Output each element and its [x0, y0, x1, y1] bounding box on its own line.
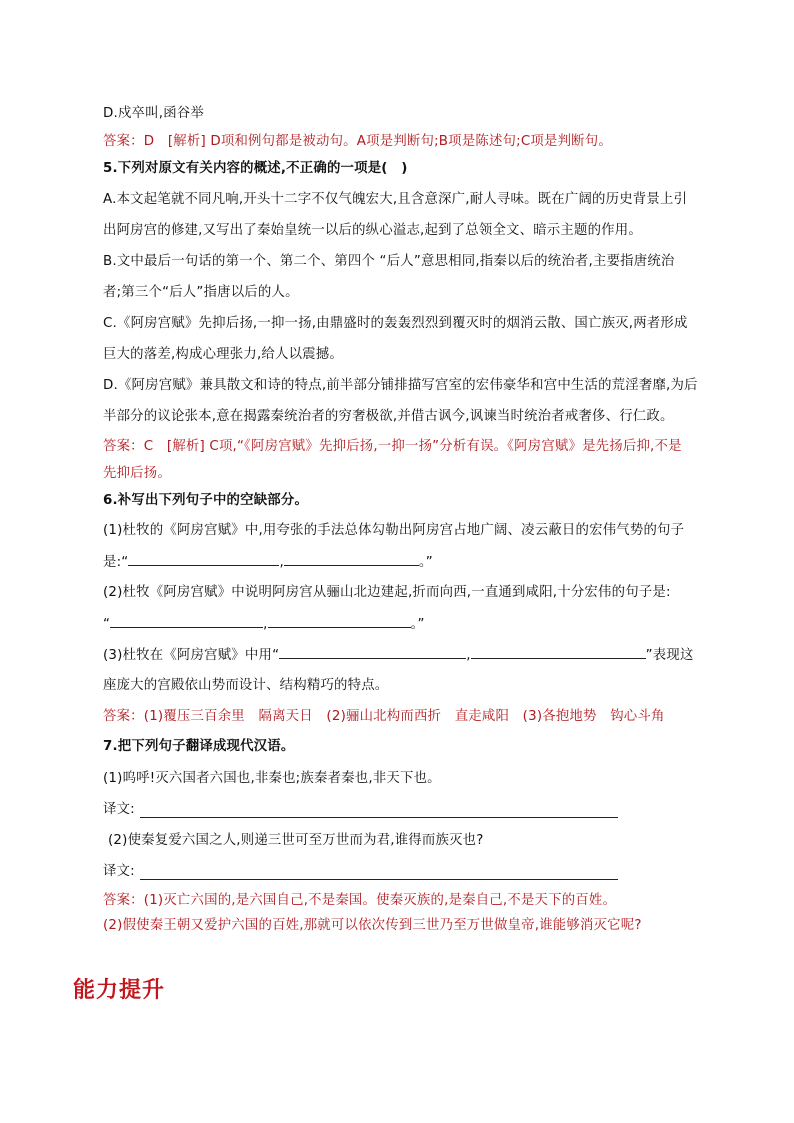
q5-option-b-line2: 者;第三个“后人”指唐以后的人。	[103, 285, 299, 300]
q6-part1-line1: (1)杜牧的《阿房宫赋》中,用夸张的手法总体勾勒出阿房宫占地广阔、凌云蔽日的宏伟气势的句子	[103, 523, 685, 538]
q5-option-b-line1: B.文中最后一句话的第一个、第二个、第四个 “后人”意思相同,指秦以后的统治者,主要指唐统治	[103, 254, 675, 269]
q5-option-d-line2: 半部分的议论张本,意在揭露秦统治者的穷奢极欲,并借古讽今,讽谏当时统治者戒奢侈、行仁政。	[103, 409, 674, 424]
q6-part3-blank-2[interactable]	[471, 645, 646, 659]
q6-answer: 答案：(1)覆压三百余里 隔离天日 (2)骊山北构而西折 直走咸阳 (3)各抱地势 钩心斗角	[103, 709, 665, 724]
q6-part2-blank-1[interactable]	[110, 614, 263, 628]
q6-part1-end: 。”	[418, 555, 433, 570]
q7-translation-1-line[interactable]	[140, 817, 618, 818]
q6-part2-end: 。”	[410, 617, 425, 632]
q7-translation-2-line[interactable]	[140, 879, 618, 880]
q5-answer-line2: 先抑后扬。	[103, 466, 171, 481]
q5-option-c-line1: C.《阿房宫赋》先抑后扬,一抑一扬,由鼎盛时的轰轰烈烈到覆灭时的烟消云散、国亡族灭,两者形成	[103, 316, 688, 331]
q7-answer-line1: 答案：(1)灭亡六国的,是六国自己,不是秦国。使秦灭族的,是秦自己,不是天下的百姓。	[103, 893, 617, 908]
q6-part3-blank-1[interactable]	[279, 645, 466, 659]
q7-stem: 7.把下列句子翻译成现代汉语。	[103, 739, 295, 754]
q5-answer-line1: 答案：C [解析] C项,“《阿房宫赋》先抑后扬,一抑一扬”分析有误。《阿房宫赋》是先扬后抑,不是	[103, 439, 682, 454]
q6-part3-sep: ,	[466, 648, 471, 663]
q6-part1-sep: ,	[279, 555, 284, 570]
q6-part3-prefix: (3)杜牧在《阿房宫赋》中用“	[103, 648, 280, 663]
q7-translation-1-label: 译文:	[103, 802, 135, 817]
q6-part3-end: ”表现这	[645, 648, 694, 663]
q6-part2-blank-2[interactable]	[268, 614, 411, 628]
q5-option-c-line2: 巨大的落差,构成心理张力,给人以震撼。	[103, 347, 343, 362]
q6-stem: 6.补写出下列句子中的空缺部分。	[103, 493, 309, 508]
q5-stem: 5.下列对原文有关内容的概述,不正确的一项是( )	[103, 161, 408, 176]
q7-sentence-2: (2)使秦复爱六国之人,则递三世可至万世而为君,谁得而族灭也?	[108, 833, 484, 848]
q7-translation-2-label: 译文:	[103, 864, 135, 879]
q6-part1-prefix: 是:“	[103, 555, 129, 570]
q6-part3-line2: 座庞大的宫殿依山势而设计、结构精巧的特点。	[103, 678, 389, 693]
q6-part2-line1: (2)杜牧《阿房宫赋》中说明阿房宫从骊山北边建起,折而向西,一直通到咸阳,十分宏伟的句子是:	[103, 585, 671, 600]
q5-option-a-line2: 出阿房宫的修建,又写出了秦始皇统一以后的纵心溢志,起到了总领全文、暗示主题的作用。	[103, 223, 642, 238]
q6-part2-blanks	[103, 614, 425, 635]
q6-part2-prefix: “	[103, 617, 111, 632]
q6-part1-blank-1[interactable]	[128, 552, 279, 566]
q6-part1-blank-2[interactable]	[284, 552, 419, 566]
q7-answer-line2: (2)假使秦王朝又爱护六国的百姓,那就可以依次传到三世乃至万世做皇帝,谁能够消灭它呢?	[103, 918, 642, 933]
q5-option-d-line1: D.《阿房宫赋》兼具散文和诗的特点,前半部分铺排描写宫室的宏伟豪华和宫中生活的荒淫奢靡,为后	[103, 378, 698, 393]
q5-option-a-line1: A.本文起笔就不同凡响,开头十二字不仅气魄宏大,且含意深广,耐人寻味。既在广阔的历史背景上引	[103, 192, 688, 207]
q6-part3-blanks	[103, 645, 694, 666]
q6-part2-sep: ,	[263, 617, 268, 632]
q4-answer: 答案：D [解析] D项和例句都是被动句。A项是判断句;B项是陈述句;C项是判断句。	[103, 134, 612, 149]
q4-option-d: D.戍卒叫,函谷举	[103, 106, 204, 121]
section-heading: 能力提升	[73, 978, 166, 1003]
q7-sentence-1: (1)呜呼!灭六国者六国也,非秦也;族秦者秦也,非天下也。	[103, 771, 441, 786]
q6-part1-blanks	[103, 552, 433, 573]
